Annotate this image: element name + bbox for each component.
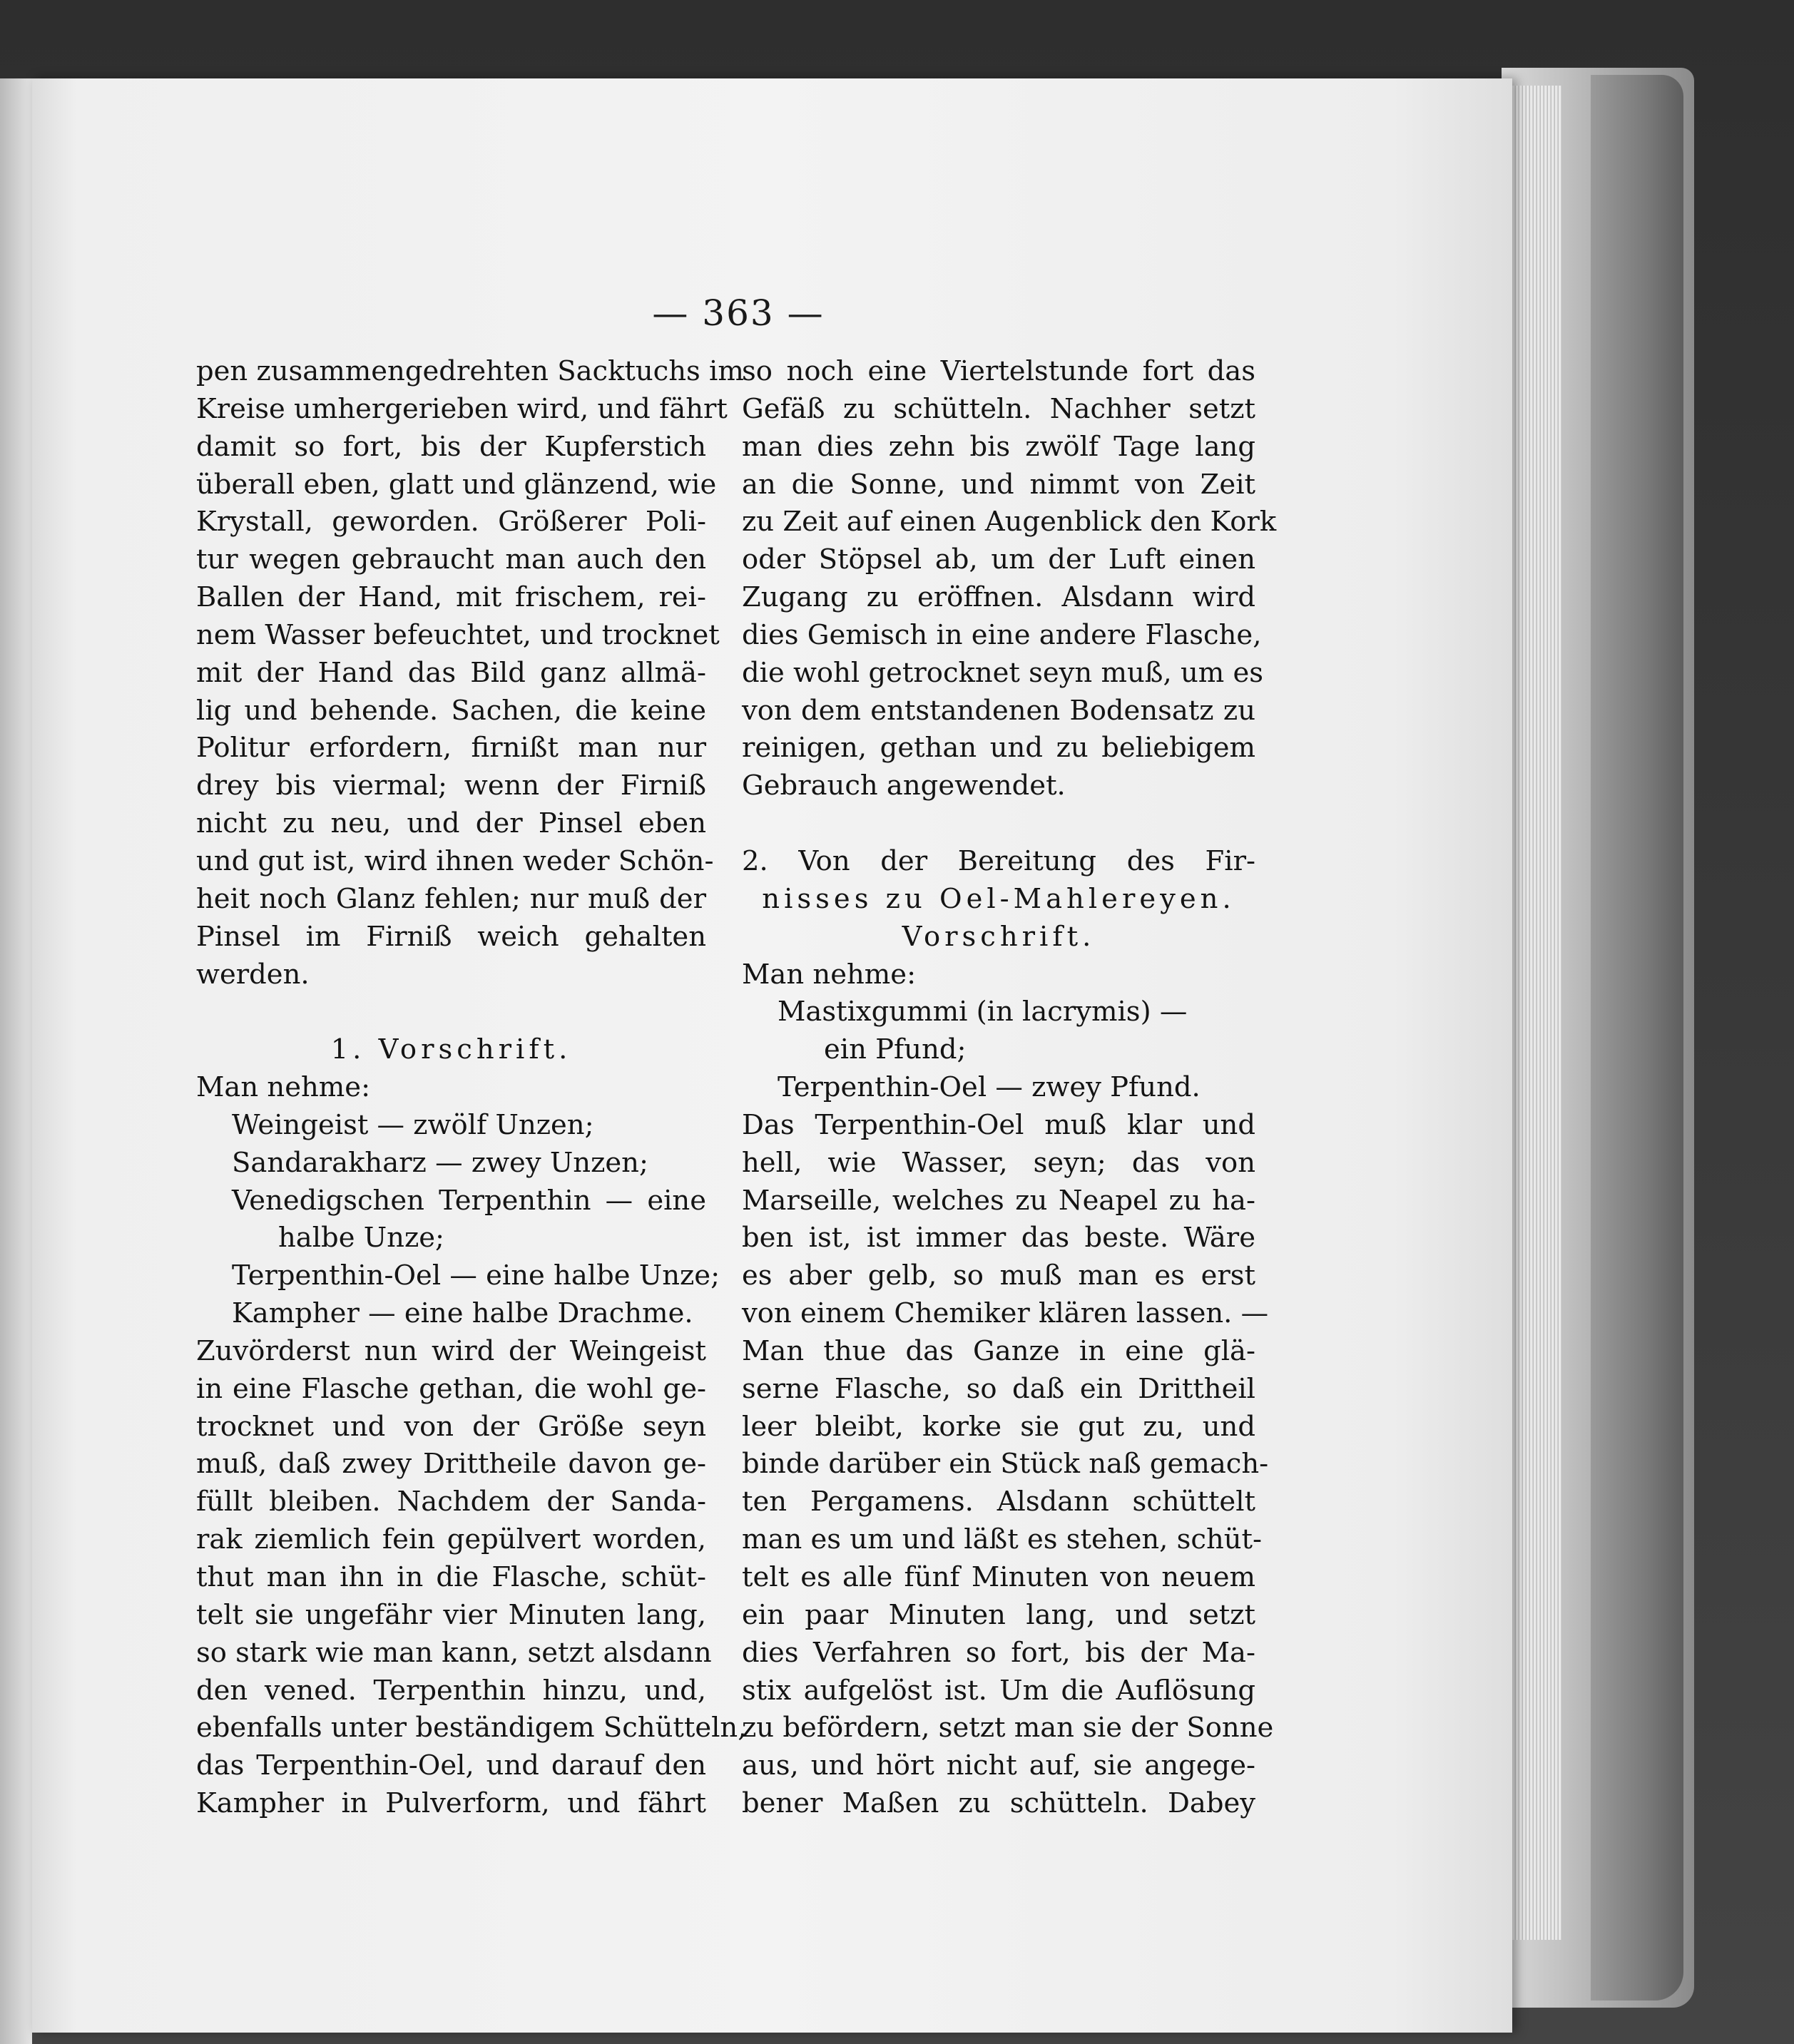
text-line: zu Zeit auf einen Augenblick den Kork bbox=[742, 506, 1277, 538]
text-line: heit noch Glanz fehlen; nur muß der bbox=[196, 882, 706, 915]
text-line: dies Verfahren so fort, bis der Ma- bbox=[742, 1636, 1255, 1669]
text-line: telt sie ungefähr vier Minuten lang, bbox=[196, 1598, 706, 1631]
text-line: man dies zehn bis zwölf Tage lang bbox=[742, 430, 1255, 463]
text-line: dies Gemisch in eine andere Flasche, bbox=[742, 618, 1262, 651]
recipe-item: Mastixgummi (in lacrymis) — bbox=[778, 996, 1188, 1028]
text-line: thut man ihn in die Flasche, schüt- bbox=[196, 1561, 706, 1593]
text-line: aus, und hört nicht auf, sie angege- bbox=[742, 1749, 1255, 1782]
text-line: Gefäß zu schütteln. Nachher setzt bbox=[742, 392, 1255, 425]
previous-page-edge bbox=[0, 78, 32, 2044]
text-line: ben ist, ist immer das beste. Wäre bbox=[742, 1222, 1255, 1254]
text-line: die wohl getrocknet seyn muß, um es bbox=[742, 656, 1264, 689]
text-line: ten Pergamens. Alsdann schüttelt bbox=[742, 1486, 1255, 1518]
text-line: nicht zu neu, und der Pinsel eben bbox=[196, 807, 706, 840]
text-line: Krystall, geworden. Größerer Poli- bbox=[196, 506, 706, 538]
text-line: Das Terpenthin-Oel muß klar und bbox=[742, 1108, 1255, 1141]
text-line: an die Sonne, und nimmt von Zeit bbox=[742, 468, 1255, 501]
text-line: Man thue das Ganze in eine glä- bbox=[742, 1334, 1255, 1367]
right-column bbox=[742, 353, 1277, 1823]
text-line: Marseille, welches zu Neapel zu ha- bbox=[742, 1184, 1255, 1217]
section-heading: 1. Vorschrift. bbox=[330, 1033, 572, 1066]
text-line: von einem Chemiker klären lassen. — bbox=[742, 1297, 1269, 1330]
text-line: Man nehme: bbox=[742, 958, 917, 991]
text-line: werden. bbox=[196, 958, 310, 991]
blank-line bbox=[742, 805, 1255, 843]
book-cover-edge bbox=[1591, 75, 1683, 2000]
recipe-item: Kampher — eine halbe Drachme. bbox=[232, 1297, 693, 1330]
recipe-item: Terpenthin-Oel — eine halbe Unze; bbox=[232, 1259, 720, 1292]
text-line: in eine Flasche gethan, die wohl ge- bbox=[196, 1372, 706, 1405]
text-line: leer bleibt, korke sie gut zu, und bbox=[742, 1410, 1255, 1443]
blank-line bbox=[196, 993, 706, 1031]
recipe-item: Venedigschen Terpenthin — eine bbox=[232, 1184, 706, 1217]
text-line: Politur erfordern, firnißt man nur bbox=[196, 732, 706, 765]
text-line: Man nehme: bbox=[196, 1071, 371, 1104]
text-line: damit so fort, bis der Kupferstich bbox=[196, 430, 706, 463]
text-line: stix aufgelöst ist. Um die Auflösung bbox=[742, 1674, 1255, 1707]
text-line: trocknet und von der Größe seyn bbox=[196, 1410, 706, 1443]
text-line: ebenfalls unter beständigem Schütteln, bbox=[196, 1712, 747, 1744]
text-line: drey bis viermal; wenn der Firniß bbox=[196, 770, 706, 802]
text-line: muß, daß zwey Drittheile davon ge- bbox=[196, 1448, 706, 1481]
text-line: es aber gelb, so muß man es erst bbox=[742, 1259, 1255, 1292]
text-line: füllt bleiben. Nachdem der Sanda- bbox=[196, 1486, 706, 1518]
text-line: von dem entstandenen Bodensatz zu bbox=[742, 694, 1255, 727]
text-line: Zuvörderst nun wird der Weingeist bbox=[196, 1334, 706, 1367]
text-line: Zugang zu eröffnen. Alsdann wird bbox=[742, 581, 1255, 614]
text-line: oder Stöpsel ab, um der Luft einen bbox=[742, 543, 1255, 576]
text-line: lig und behende. Sachen, die keine bbox=[196, 694, 706, 727]
text-line: das Terpenthin-Oel, und darauf den bbox=[196, 1749, 706, 1782]
page-number: — 363 — bbox=[652, 292, 825, 334]
text-line: ein paar Minuten lang, und setzt bbox=[742, 1598, 1255, 1631]
text-line: tur wegen gebraucht man auch den bbox=[196, 543, 706, 576]
subheading: Vorschrift. bbox=[902, 920, 1096, 953]
recipe-item: Weingeist — zwölf Unzen; bbox=[232, 1108, 594, 1141]
text-line: Ballen der Hand, mit frischem, rei- bbox=[196, 581, 706, 614]
recipe-item: Terpenthin-Oel — zwey Pfund. bbox=[778, 1071, 1201, 1104]
text-line: und gut ist, wird ihnen weder Schön- bbox=[196, 844, 714, 877]
text-line: nem Wasser befeuchtet, und trocknet bbox=[196, 618, 720, 651]
section-heading: nisses zu Oel-Mahlereyen. bbox=[762, 882, 1235, 915]
section-heading: 2. Von der Bereitung des Fir- bbox=[742, 844, 1255, 877]
text-line: so stark wie man kann, setzt alsdann bbox=[196, 1636, 712, 1669]
recipe-item: ein Pfund; bbox=[824, 1033, 967, 1066]
text-line: reinigen, gethan und zu beliebigem bbox=[742, 732, 1255, 765]
text-line: pen zusammengedrehten Sacktuchs im bbox=[196, 355, 744, 387]
text-line: serne Flasche, so daß ein Drittheil bbox=[742, 1372, 1255, 1405]
text-line: binde darüber ein Stück naß gemach- bbox=[742, 1448, 1269, 1481]
text-line: man es um und läßt es stehen, schüt- bbox=[742, 1523, 1263, 1556]
text-line: hell, wie Wasser, seyn; das von bbox=[742, 1146, 1255, 1179]
text-line: zu befördern, setzt man sie der Sonne bbox=[742, 1712, 1274, 1744]
text-line: rak ziemlich fein gepülvert worden, bbox=[196, 1523, 706, 1556]
recipe-item: halbe Unze; bbox=[278, 1222, 445, 1254]
text-line: Kreise umhergerieben wird, und fährt bbox=[196, 392, 728, 425]
text-line: Gebrauch angewendet. bbox=[742, 770, 1066, 802]
recipe-item: Sandarakharz — zwey Unzen; bbox=[232, 1146, 648, 1179]
text-line: bener Maßen zu schütteln. Dabey bbox=[742, 1787, 1255, 1820]
text-line: so noch eine Viertelstunde fort das bbox=[742, 355, 1255, 387]
text-line: den vened. Terpenthin hinzu, und, bbox=[196, 1674, 706, 1707]
text-line: überall eben, glatt und glänzend, wie bbox=[196, 468, 717, 501]
text-line: Kampher in Pulverform, und fährt bbox=[196, 1787, 706, 1820]
text-line: telt es alle fünf Minuten von neuem bbox=[742, 1561, 1255, 1593]
book-page bbox=[32, 78, 1512, 2033]
text-line: mit der Hand das Bild ganz allmä- bbox=[196, 656, 706, 689]
text-line: Pinsel im Firniß weich gehalten bbox=[196, 920, 706, 953]
page-stack-edges bbox=[1512, 86, 1562, 1940]
left-column bbox=[196, 353, 747, 1823]
